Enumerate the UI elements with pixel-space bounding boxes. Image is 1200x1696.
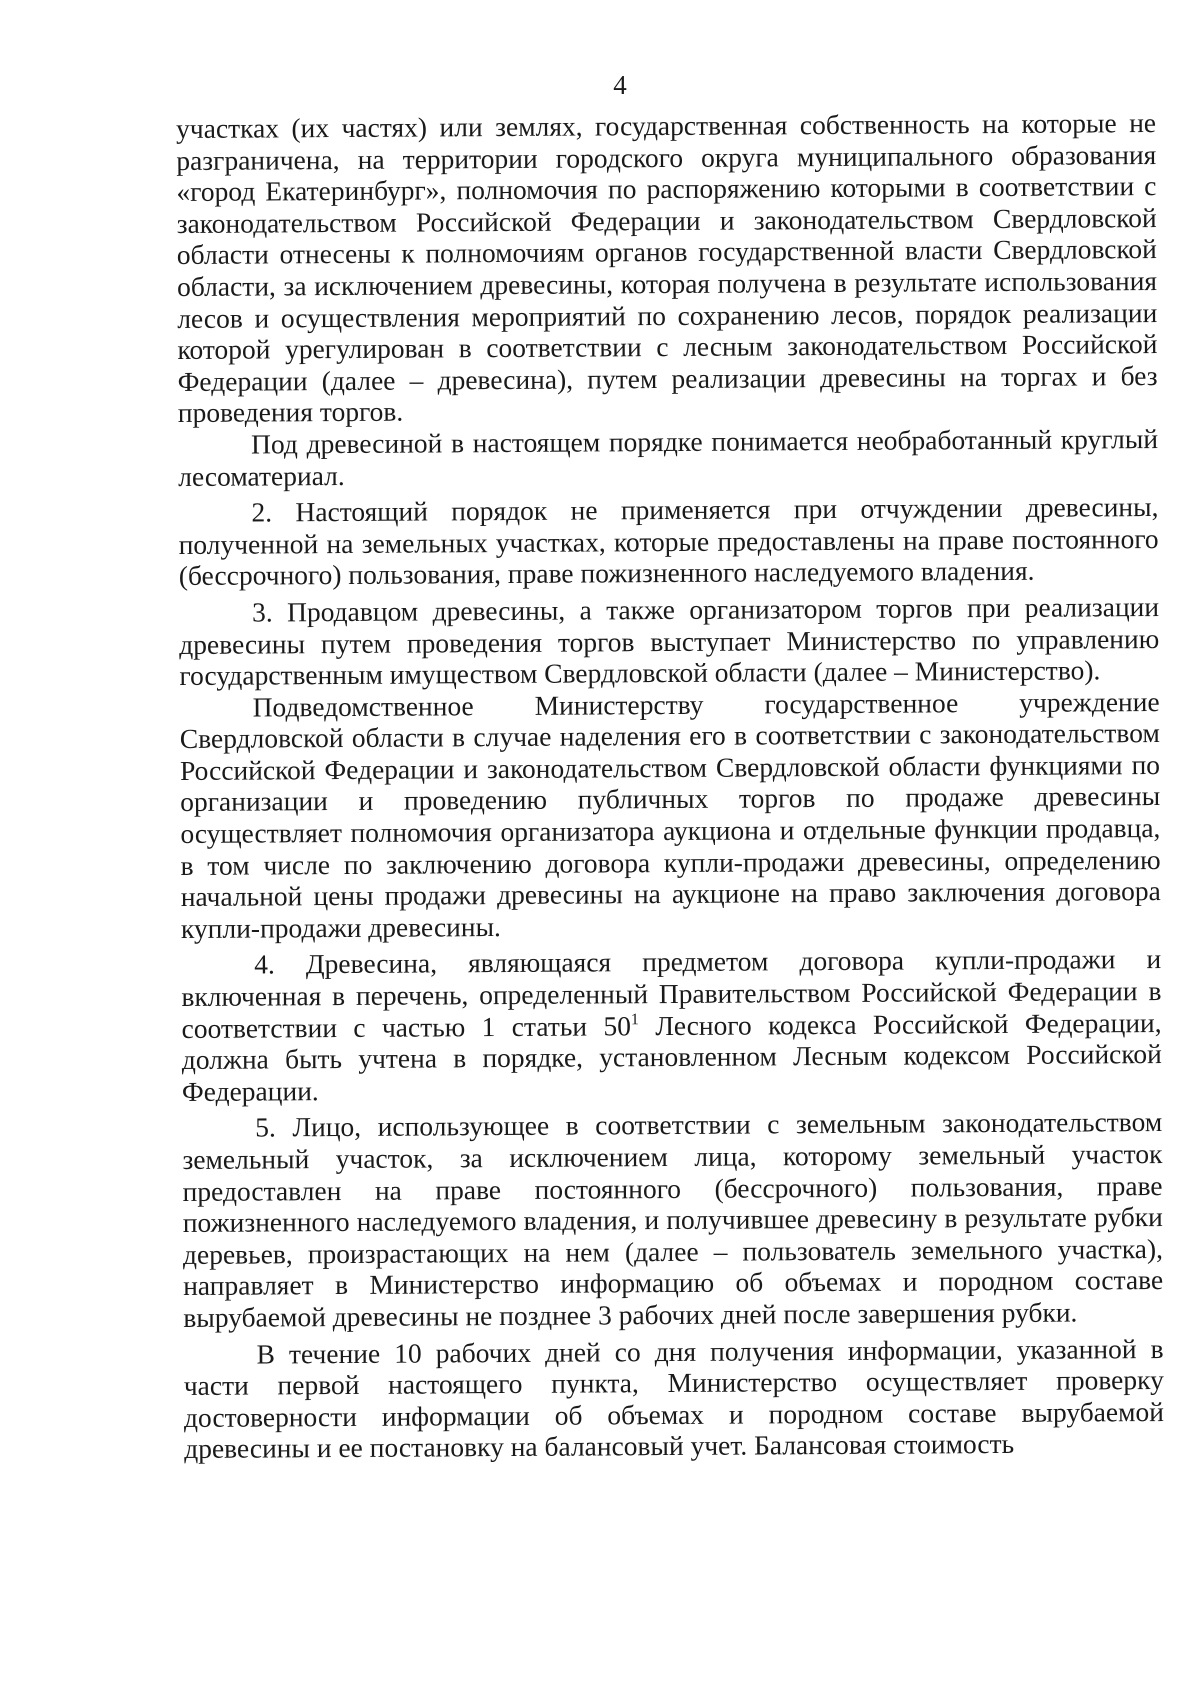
paragraph-item-4-text-start: 4. Древесина, являющаяся предметом договора купли-продажи и включенная в перечень, определенный Правительством Российской Федерации в соответствии с частью 1 статьи 50: [181, 943, 1162, 1044]
page-number: 4: [613, 70, 627, 100]
document-body: [176, 107, 1164, 1465]
paragraph-definition: Под древесиной в настоящем порядке понимается необработанный круглый лесоматериал.: [178, 422, 1159, 492]
article-superscript: 1: [630, 1010, 639, 1028]
paragraph-subordinate-institution: Подведомственное Министерству государственное учреждение Свердловской области в случае наделения его в соответствии с законодательством Российской Федерации и законодательством Свердловской области функциями по организации и проведению публичных торгов по продаже древесины осуществляет полномочия организатора аукциона и отдельные функции продавца, в том числе по заключению договора купли-продажи древесины, определению начальной цены продажи древесины на аукционе на право заключения договора купли-продажи древесины.: [179, 685, 1161, 944]
paragraph-item-4-text-end: Лесного кодекса Российской Федерации, должна быть учтена в порядке, установленном Лесным кодексом Российской Федерации.: [181, 1006, 1162, 1107]
paragraph-verification: В течение 10 рабочих дней со дня получения информации, указанной в части первой настоящего пункта, Министерство осуществляет проверку достоверности информации об объемах и породном составе вырубаемой древесины и ее постановку на балансовый учет. Балансовая стоимость: [183, 1332, 1165, 1465]
paragraph-item-4: [181, 943, 1162, 1107]
paragraph-item-3: 3. Продавцом древесины, а также организатором торгов при реализации древесины путем проведения торгов выступает Министерство по управлению государственным имуществом Свердловской области (далее – Министерство).: [179, 590, 1160, 692]
paragraph-continuation: участках (их частях) или землях, государственная собственность на которые не разграничена, на территории городского округа муниципального образования «город Екатеринбург», полномочия по распоряжению которыми в соответствии с законодательством Российской Федерации и законодательством Свердловской области отнесены к полномочиям органов государственной власти Свердловской области, за исключением древесины, которая получена в результате использования лесов и осуществления мероприятий по сохранению лесов, порядок реализации которой урегулирован в соответствии с лесным законодательством Российской Федерации (далее – древесина), путем реализации древесины на торгах и без проведения торгов.: [176, 107, 1158, 429]
paragraph-item-5: 5. Лицо, использующее в соответствии с земельным законодательством земельный участок, за исключением лица, которому земельный участок предоставлен на праве постоянного (бессрочного) пользования, праве пожизненного наследуемого владения, и получившее древесину в результате рубки деревьев, произрастающих на нем (далее – пользователь земельного участка), направляет в Министерство информацию об объемах и породном составе вырубаемой древесины не позднее 3 рабочих дней после завершения рубки.: [182, 1106, 1164, 1333]
paragraph-item-2: 2. Настоящий порядок не применяется при отчуждении древесины, полученной на земельных участках, которые предоставлены на праве постоянного (бессрочного) пользования, праве пожизненного наследуемого владения.: [178, 491, 1159, 592]
